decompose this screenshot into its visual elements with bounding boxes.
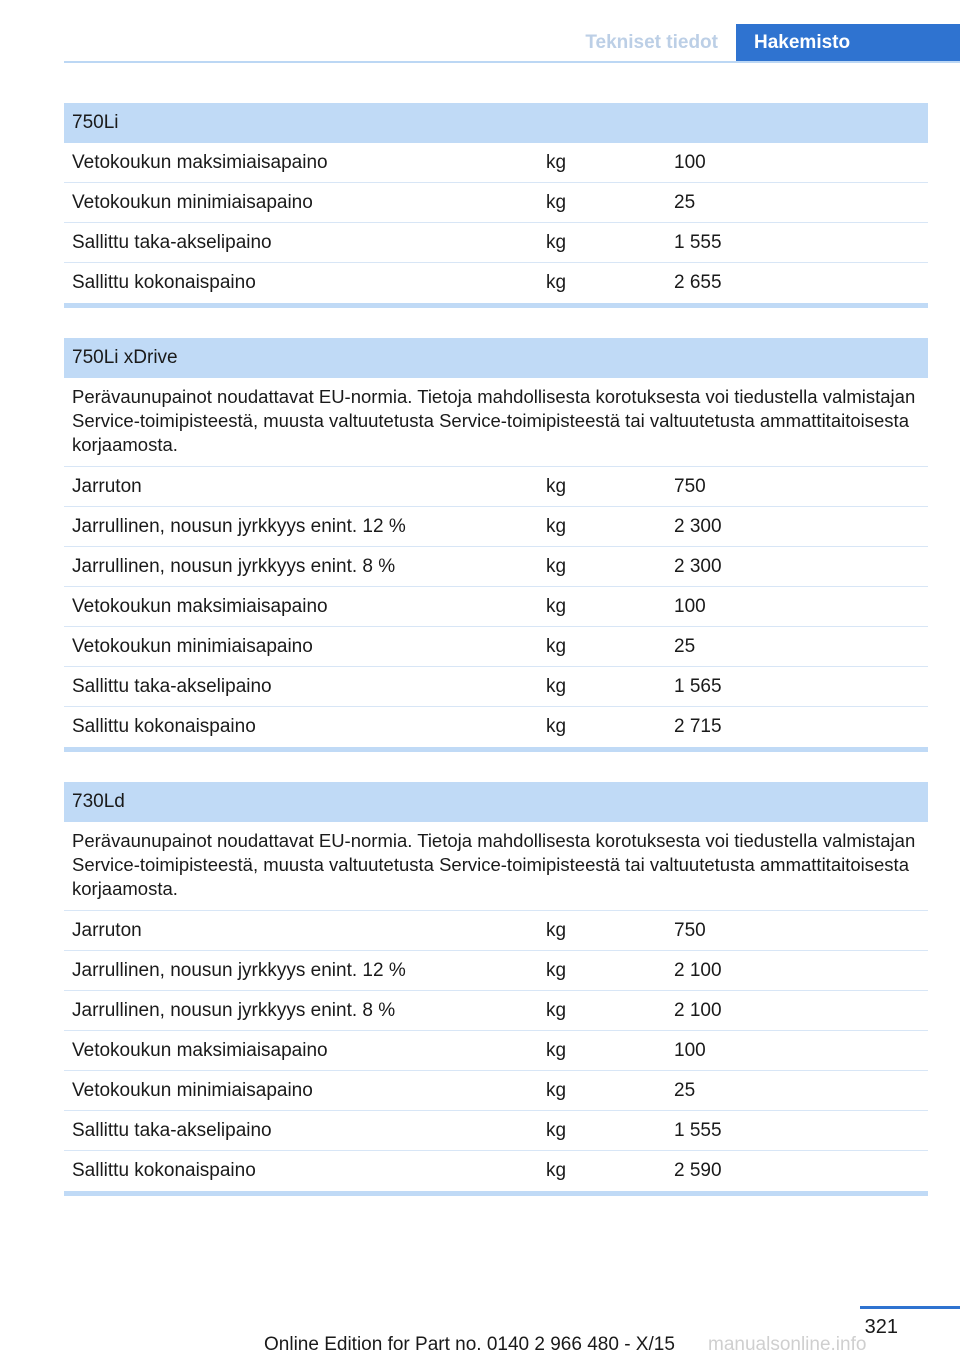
row-unit: kg <box>546 231 567 253</box>
row-value: 2 590 <box>674 1160 722 1181</box>
spec-table <box>64 103 928 308</box>
table-row <box>64 627 928 667</box>
table-row <box>64 263 928 303</box>
table-note: Perävaunupainot noudattavat EU-normia. Tietoja mahdollisesta korotuksesta voi tiedustella valmistajan Service-toimipisteestä, muusta valtuutetusta Service-toimipisteestä tai valtuutetusta ammattitaitoisesta korjaamosta. <box>64 378 928 467</box>
table-rows <box>64 911 928 1196</box>
table-row <box>64 183 928 223</box>
row-unit: kg <box>546 716 567 737</box>
table-rows <box>64 467 928 752</box>
table-row <box>64 1111 928 1151</box>
row-unit: kg <box>546 595 567 617</box>
row-label: Jarrullinen, nousun jyrkkyys enint. 8 % <box>72 555 396 577</box>
row-value: 1 565 <box>674 675 722 697</box>
row-label: Jarruton <box>72 475 142 497</box>
row-unit: kg <box>546 635 567 657</box>
tab-hakemisto[interactable]: Hakemisto <box>736 24 960 62</box>
row-label: Sallittu taka-akselipaino <box>72 231 272 253</box>
row-value: 1 555 <box>674 231 722 253</box>
row-label: Sallittu taka-akselipaino <box>72 1119 272 1141</box>
row-label: Sallittu taka-akselipaino <box>72 675 272 697</box>
header-divider <box>64 61 960 63</box>
footer-divider <box>860 1306 960 1309</box>
table-row <box>64 667 928 707</box>
table-row <box>64 911 928 951</box>
row-value: 100 <box>674 1039 706 1061</box>
table-row <box>64 547 928 587</box>
row-label: Sallittu kokonaispaino <box>72 1160 256 1181</box>
table-row <box>64 951 928 991</box>
table-note: Perävaunupainot noudattavat EU-normia. Tietoja mahdollisesta korotuksesta voi tiedustella valmistajan Service-toimipisteestä, muusta valtuutetusta Service-toimipisteestä tai valtuutetusta ammattitaitoisesta korjaamosta. <box>64 822 928 911</box>
row-label: Sallittu kokonaispaino <box>72 716 256 737</box>
spec-tables <box>64 103 928 1226</box>
row-unit: kg <box>546 1119 567 1141</box>
watermark: manualsonline.info <box>708 1334 867 1355</box>
row-label: Vetokoukun maksimiaisapaino <box>72 595 328 617</box>
header-tabs <box>567 24 960 62</box>
tab-tekniset-tiedot[interactable]: Tekniset tiedot <box>567 24 736 62</box>
row-value: 100 <box>674 595 706 617</box>
row-label: Jarrullinen, nousun jyrkkyys enint. 8 % <box>72 999 396 1021</box>
table-row <box>64 1071 928 1111</box>
row-unit: kg <box>546 1039 567 1061</box>
row-label: Vetokoukun minimiaisapaino <box>72 635 313 657</box>
spec-table <box>64 782 928 1196</box>
row-value: 2 655 <box>674 272 722 293</box>
table-title: 750Li <box>64 103 928 143</box>
row-label: Jarrullinen, nousun jyrkkyys enint. 12 % <box>72 515 406 537</box>
table-row <box>64 991 928 1031</box>
row-value: 100 <box>674 151 706 173</box>
row-label: Sallittu kokonaispaino <box>72 272 256 293</box>
table-row <box>64 223 928 263</box>
table-rows <box>64 143 928 308</box>
page-number: 321 <box>864 1316 898 1338</box>
row-value: 2 100 <box>674 959 722 981</box>
table-row <box>64 1151 928 1191</box>
table-row <box>64 507 928 547</box>
row-label: Vetokoukun minimiaisapaino <box>72 191 313 213</box>
row-unit: kg <box>546 555 567 577</box>
row-unit: kg <box>546 272 567 293</box>
row-label: Vetokoukun minimiaisapaino <box>72 1079 313 1101</box>
table-title: 730Ld <box>64 782 928 822</box>
table-row <box>64 587 928 627</box>
row-unit: kg <box>546 999 567 1021</box>
row-unit: kg <box>546 675 567 697</box>
table-row <box>64 143 928 183</box>
table-row <box>64 467 928 507</box>
row-label: Vetokoukun maksimiaisapaino <box>72 1039 328 1061</box>
table-title: 750Li xDrive <box>64 338 928 378</box>
row-value: 750 <box>674 919 706 941</box>
row-label: Jarrullinen, nousun jyrkkyys enint. 12 % <box>72 959 406 981</box>
row-unit: kg <box>546 475 567 497</box>
row-value: 2 300 <box>674 515 722 537</box>
edition-text: Online Edition for Part no. 0140 2 966 480 - X/15 <box>264 1334 675 1355</box>
row-unit: kg <box>546 1079 567 1101</box>
row-value: 1 555 <box>674 1119 722 1141</box>
row-value: 25 <box>674 191 696 213</box>
spec-table <box>64 338 928 752</box>
row-value: 25 <box>674 1079 696 1101</box>
row-unit: kg <box>546 515 567 537</box>
row-unit: kg <box>546 919 567 941</box>
table-row <box>64 1031 928 1071</box>
row-value: 2 300 <box>674 555 722 577</box>
row-unit: kg <box>546 1160 567 1181</box>
row-label: Jarruton <box>72 919 142 941</box>
row-value: 25 <box>674 635 696 657</box>
row-unit: kg <box>546 959 567 981</box>
row-unit: kg <box>546 191 567 213</box>
row-value: 2 715 <box>674 716 722 737</box>
table-row <box>64 707 928 747</box>
row-value: 750 <box>674 475 706 497</box>
row-unit: kg <box>546 151 567 173</box>
row-value: 2 100 <box>674 999 722 1021</box>
row-label: Vetokoukun maksimiaisapaino <box>72 151 328 173</box>
